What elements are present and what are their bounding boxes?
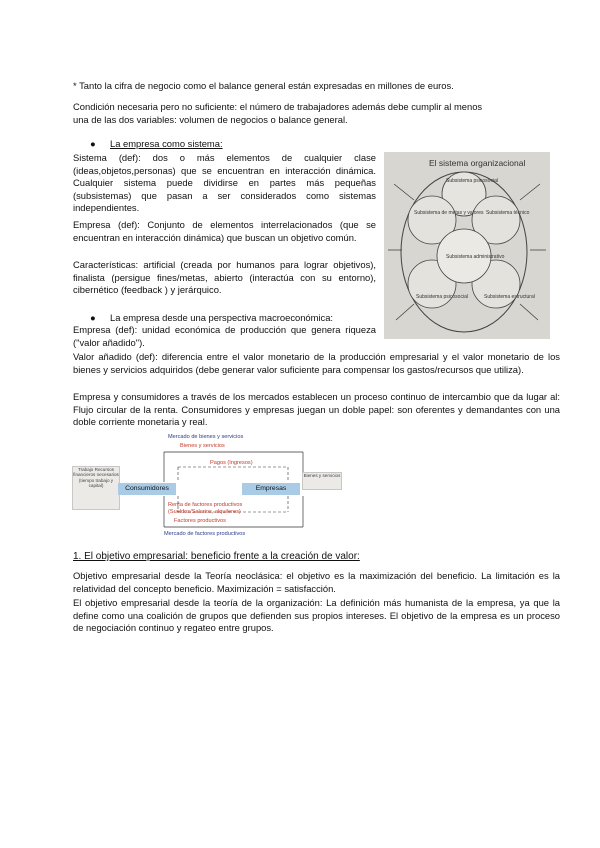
subsystem-label: Subsistema psicosocial (446, 178, 498, 184)
top-payment-label: Pagos (Ingresos) (210, 460, 253, 466)
subsystem-label: Subsistema psicosocial (416, 294, 468, 300)
subsystem-label: Subsistema administrativo (446, 254, 505, 260)
org-diagram-title: El sistema organizacional (429, 158, 526, 168)
right-note: Bienes y servicios (302, 472, 342, 490)
empresa-definition: Empresa (def): Conjunto de elementos interrelacionados (que se encuentran en interacción dinámica) que buscan un objetivo común. (73, 219, 376, 243)
subsystem-label: Subsistema técnico (486, 210, 530, 216)
valor-anadido-definition: Valor añadido (def): diferencia entre el valor monetario de la producción empresarial y el valor monetario de los bienes y servicios adquiridos (debe generar valor suficiente para compensar los gastos/recursos que utiliza). (73, 351, 560, 375)
top-market-label: Mercado de bienes y servicios (168, 434, 244, 440)
left-note: Trabajo Recursos financieros necesarios (tiempo trabajo y capital) (72, 466, 120, 510)
top-flow-label: Bienes y servicios (180, 443, 225, 449)
org-system-drawing (384, 152, 550, 339)
bottom-flow-label: Renta de factores productivos (168, 502, 243, 508)
companies-box: Empresas (242, 483, 300, 495)
bottom-flow-label: Factores productivos (174, 518, 226, 524)
condition-note: Condición necesaria pero no suficiente: el número de trabajadores además debe cumplir al menos una de las dos variables: volumen de negocios o balance general. (73, 101, 483, 125)
section-sistema-title: La empresa como sistema: (110, 138, 223, 149)
footnote: * Tanto la cifra de negocio como el balance general están expresadas en millones de euros. (73, 80, 454, 91)
bottom-flow-label: (Sueldos/Salarios, alquileres) (168, 509, 241, 515)
subsystem-label: Subsistema de metas y valores (414, 210, 484, 216)
objetivo-neoclasico: Objetivo empresarial desde la Teoría neoclásica: el objetivo es la maximización del beneficio. La limitación es la relatividad del concepto beneficio. Maximización = satisfacción. (73, 570, 560, 594)
flujo-circular-text: Empresa y consumidores a través de los mercados establecen un proceso continuo de intercambio que da lugar al: Flujo circular de la renta. Consumidores y empresas juegan un doble papel: son oferentes y demandantes con una doble corriente monetaria y real. (73, 391, 560, 428)
section-heading-objetivo: 1. El objetivo empresarial: beneficio frente a la creación de valor: (73, 551, 360, 562)
circular-flow-diagram (73, 432, 348, 544)
sistema-definition: Sistema (def): dos o más elementos de cualquier clase (ideas,objetos,personas) que se encuentran en interacción dinámica. Cualquier sistema puede dividirse en partes más pequeñas (subsistemas) que pasan a ser considerados como sistemas independientes. (73, 152, 376, 214)
empresa-macro-definition: Empresa (def): unidad económica de producción que genera riqueza ("valor añadido"). (73, 324, 376, 348)
objetivo-organizacion: El objetivo empresarial desde la teoría de la organización: La definición más humanista de la empresa, ya que la define como una coalición de grupos que defienden sus propios intereses. El objetivo de la empresa es un proceso de negociación continuo y regateo entre grupos. (73, 597, 560, 634)
caracteristicas: Características: artificial (creada por humanos para lograr objetivos), finalista (persigue fines/metas, abierto (interactúa con su entorno), cibernético (feedback ) y jerárquico. (73, 259, 376, 296)
section-macro-title: La empresa desde una perspectiva macroeconómica: (110, 312, 334, 323)
consumers-box: Consumidores (118, 483, 176, 495)
bottom-market-label: Mercado de factores productivos (164, 531, 246, 537)
subsystem-label: Subsistema estructural (484, 294, 535, 300)
org-system-diagram (384, 152, 550, 339)
